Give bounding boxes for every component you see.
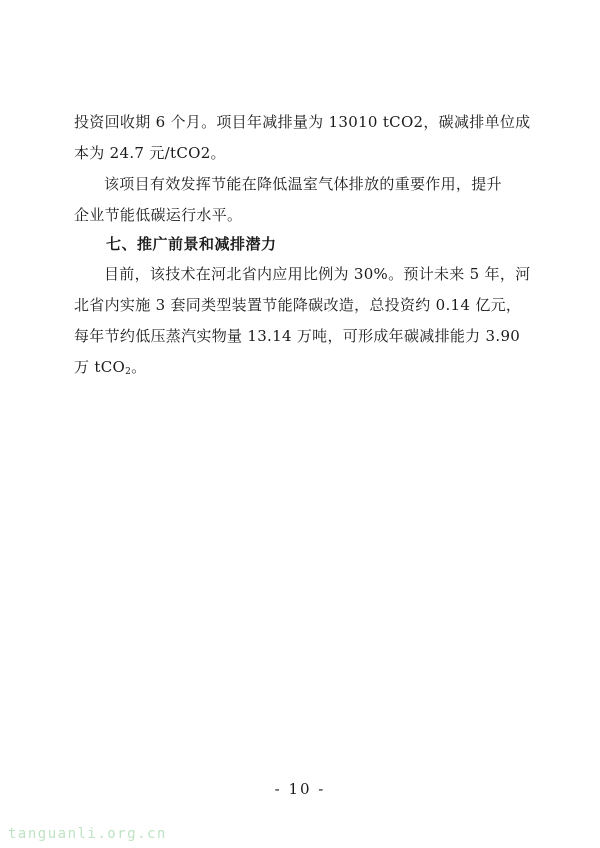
watermark: tanguanli.org.cn <box>8 826 167 842</box>
paragraph-effect <box>74 169 526 231</box>
paragraph-line: 该项目有效发挥节能在降低温室气体排放的重要作用，提升 <box>104 175 502 193</box>
unit-text: 万 tCO <box>74 358 126 376</box>
paragraph-line: 北省内实施 3 套同类型装置节能降碳改造，总投资约 0.14 亿元， <box>74 296 522 314</box>
period-text: 。 <box>131 358 147 376</box>
paragraph-line: 目前，该技术在河北省内应用比例为 30%。预计未来 5 年，河 <box>104 265 531 283</box>
paragraph-line-final <box>74 352 526 388</box>
paragraph-payback <box>74 107 531 169</box>
unit-subscript: 2 <box>125 367 132 377</box>
paragraph-prospects <box>74 259 531 388</box>
section-heading: 七、推广前景和减排潜力 <box>106 235 277 253</box>
paragraph-line: 本为 24.7 元/tCO2。 <box>74 144 226 162</box>
paragraph-line: 企业节能低碳运行水平。 <box>74 206 243 224</box>
page-number: - 10 - <box>274 780 326 798</box>
paragraph-line: 每年节约低压蒸汽实物量 13.14 万吨，可形成年碳减排能力 3.90 <box>74 327 521 345</box>
paragraph-line: 投资回收期 6 个月。项目年减排量为 13010 tCO2，碳减排单位成 <box>74 113 531 131</box>
